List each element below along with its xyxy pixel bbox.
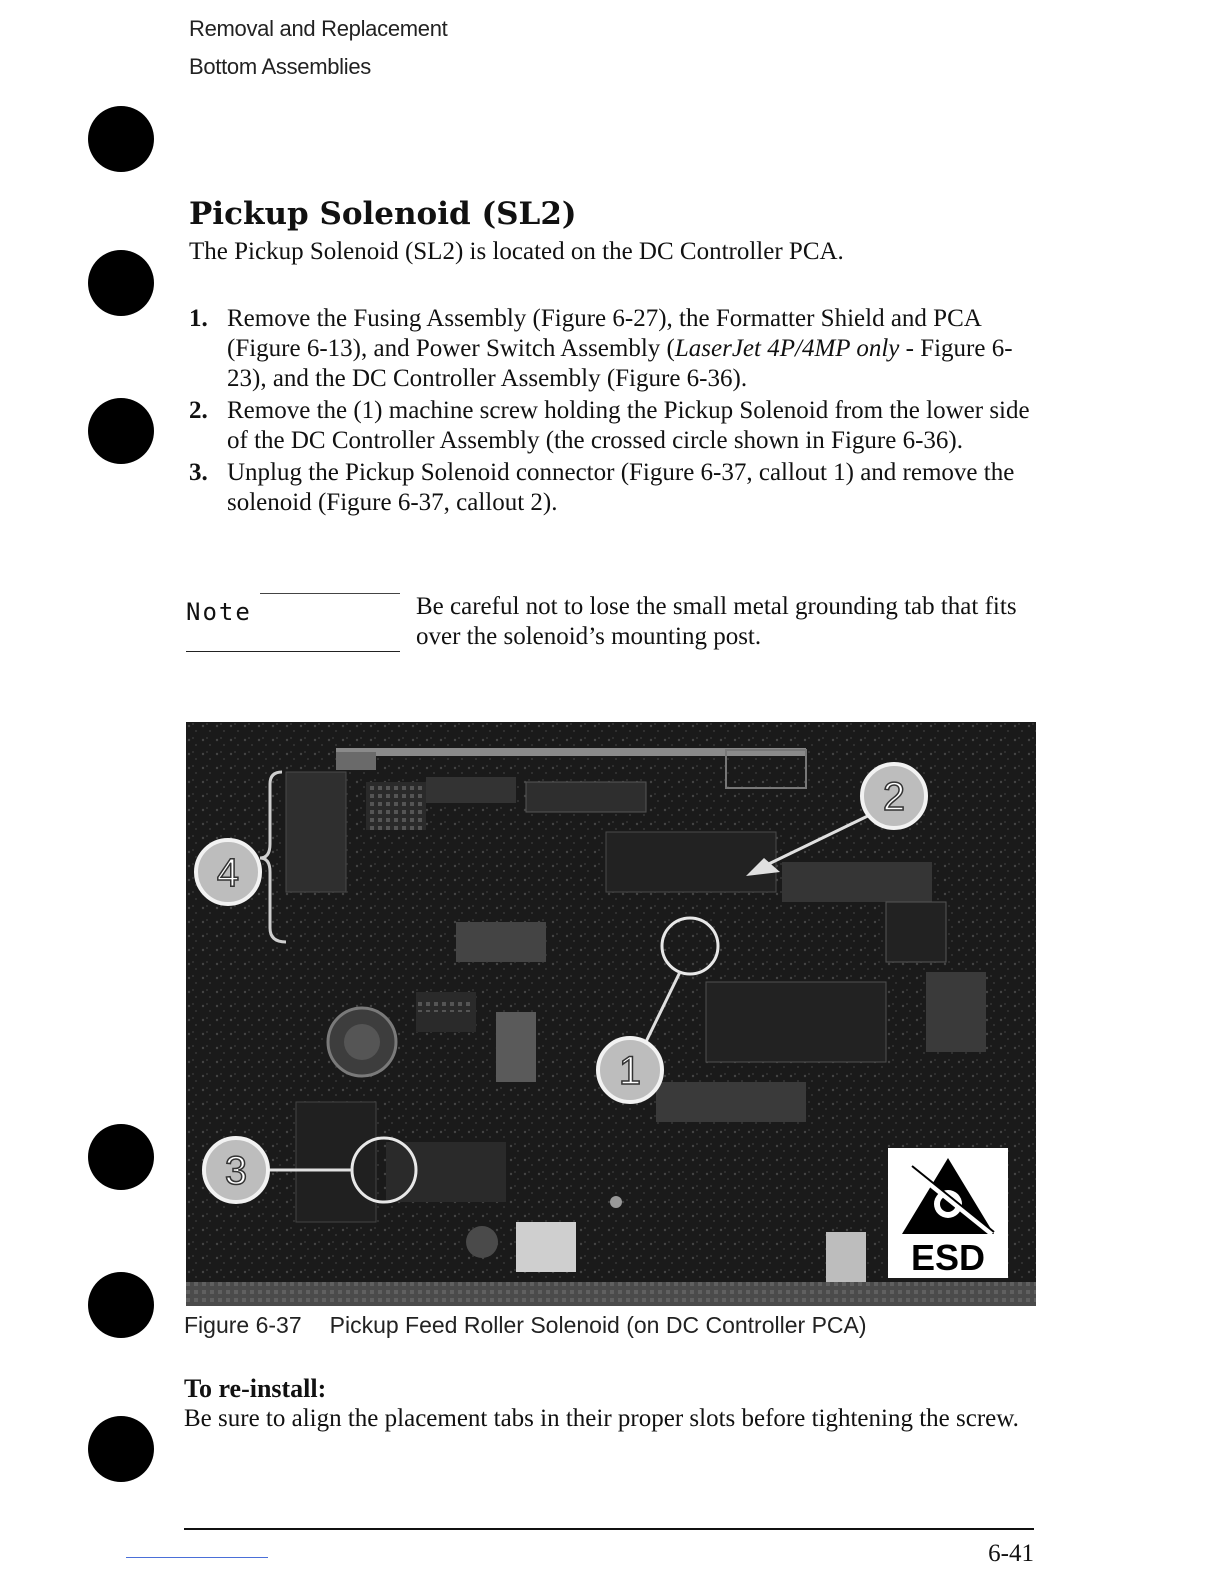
figure-caption [184,1312,867,1339]
step-text-italic: LaserJet 4P/4MP only [674,335,900,362]
figure-caption-text: Pickup Feed Roller Solenoid (on DC Controller PCA) [329,1312,867,1338]
callout-2 [862,764,926,828]
step-text: Remove the Fusing Assembly (Figure 6-27), the Formatter Shield and PCA (Figure 6-13), and Power Switch Assembly ( [227,305,981,362]
step-item [189,458,1049,518]
footer-rule [184,1528,1034,1530]
binder-hole [88,106,154,172]
step-number: 2. [189,397,208,424]
note-label: Note [186,598,252,626]
esd-warning-icon [888,1148,1008,1278]
step-number: 1. [189,305,208,332]
step-number: 3. [189,459,208,486]
binder-hole [88,1124,154,1190]
step-item [189,396,1049,456]
figure-number: Figure 6-37 [184,1312,302,1338]
running-header-section: Removal and Replacement [189,16,448,41]
note-text: Be careful not to lose the small metal grounding tab that fits over the solenoid’s mounting post. [416,593,1017,650]
note-divider [186,651,400,652]
blue-rule [126,1557,268,1558]
binder-hole [88,250,154,316]
binder-hole [88,1272,154,1338]
page-number: 6-41 [988,1540,1034,1567]
dc-controller-pca-photo [186,722,1036,1306]
svg-text:4: 4 [216,851,240,895]
binder-hole [88,1416,154,1482]
callout-1 [598,1038,662,1102]
step-text: - Figure 6-23), and the DC Controller Assembly (Figure 6-36). [227,335,1013,392]
esd-label: ESD [910,1237,986,1278]
callout-4 [196,840,260,904]
note-divider [260,593,400,594]
reinstall-text: Be sure to align the placement tabs in their proper slots before tightening the screw. [184,1405,1019,1432]
callout-3 [204,1138,268,1202]
svg-text:2: 2 [882,775,906,819]
binder-hole [88,398,154,464]
intro-paragraph: The Pickup Solenoid (SL2) is located on the DC Controller PCA. [189,238,844,265]
procedure-steps [189,304,1049,520]
step-item [189,304,1049,394]
running-header-subsection: Bottom Assemblies [189,54,371,79]
section-title: Pickup Solenoid (SL2) [189,196,577,232]
svg-text:1: 1 [618,1049,642,1093]
step-text: Remove the (1) machine screw holding the Pickup Solenoid from the lower side of the DC Controller Assembly (the crossed circle shown in Figure 6-36). [227,397,1030,454]
svg-text:3: 3 [224,1149,248,1193]
reinstall-heading: To re-install: [184,1374,327,1403]
step-text: Unplug the Pickup Solenoid connector (Figure 6-37, callout 1) and remove the solenoid (Figure 6-37, callout 2). [227,459,1015,516]
